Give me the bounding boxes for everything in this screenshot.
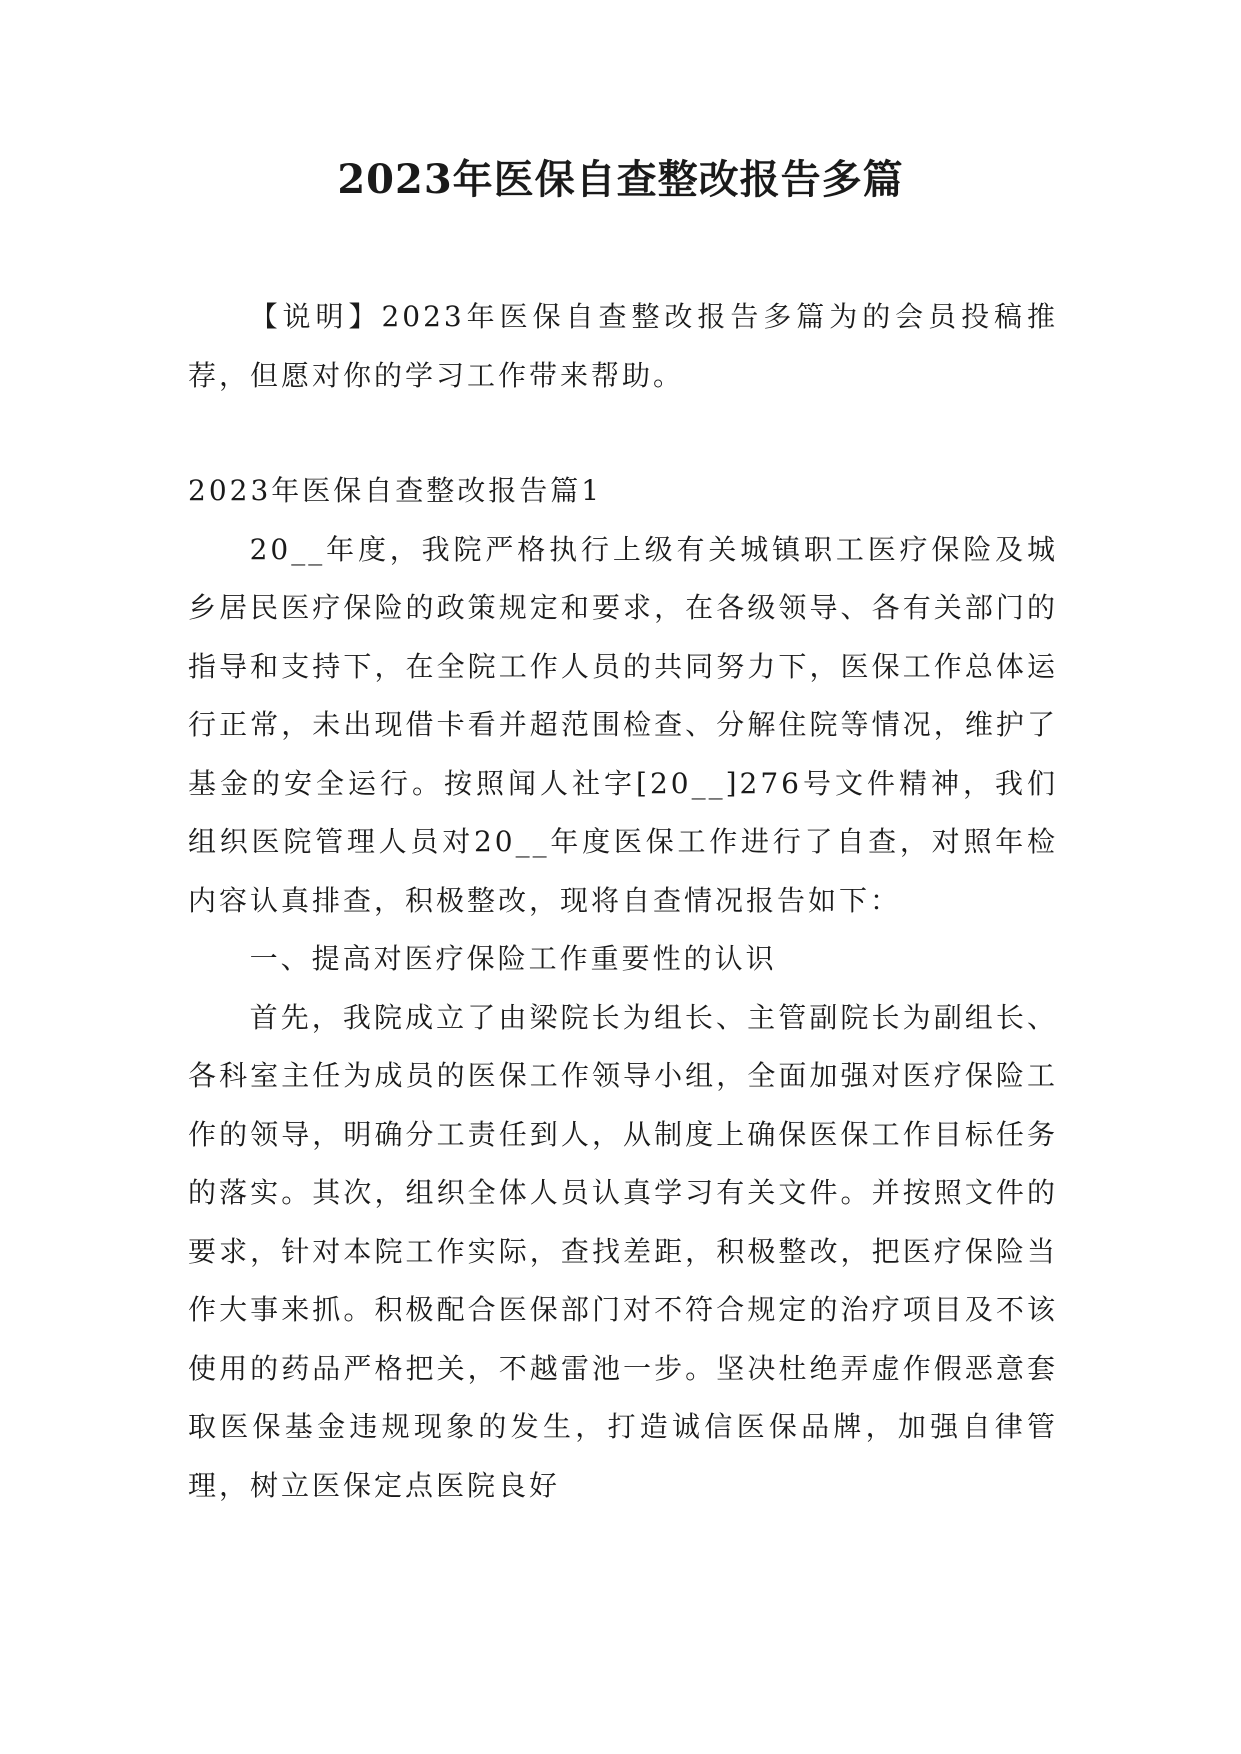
paragraph-2: 首先，我院成立了由梁院长为组长、主管副院长为副组长、各科室主任为成员的医保工作领导小组，全面加强对医疗保险工作的领导，明确分工责任到人，从制度上确保医保工作目标任务的落实。其次，组织全体人员认真学习有关文件。并按照文件的要求，针对本院工作实际，查找差距，积极整改，把医疗保险当作大事来抓。积极配合医保部门对不符合规定的治疗项目及不该使用的药品严格把关，不越雷池一步。坚决杜绝弄虚作假恶意套取医保基金违规现象的发生，打造诚信医保品牌，加强自律管理，树立医保定点医院良好 [188, 1000, 1058, 1502]
section-block [188, 462, 1058, 1515]
intro-paragraph: 【说明】2023年医保自查整改报告多篇为的会员投稿推荐，但愿对你的学习工作带来帮助。 [188, 300, 1058, 392]
section-heading: 2023年医保自查整改报告篇1 [188, 474, 603, 507]
intro-block [188, 288, 1058, 405]
subheading-1: 一、提高对医疗保险工作重要性的认识 [249, 942, 777, 975]
paragraph-1: 20__年度，我院严格执行上级有关城镇职工医疗保险及城乡居民医疗保险的政策规定和要求，在各级领导、各有关部门的指导和支持下，在全院工作人员的共同努力下，医保工作总体运行正常，未出现借卡看并超范围检查、分解住院等情况，维护了基金的安全运行。按照闻人社字[20__]276号文件精神，我们组织医院管理人员对20__年度医保工作进行了自查，对照年检内容认真排查，积极整改，现将自查情况报告如下： [188, 532, 1058, 917]
document-title: 2023年医保自查整改报告多篇 [337, 156, 904, 203]
